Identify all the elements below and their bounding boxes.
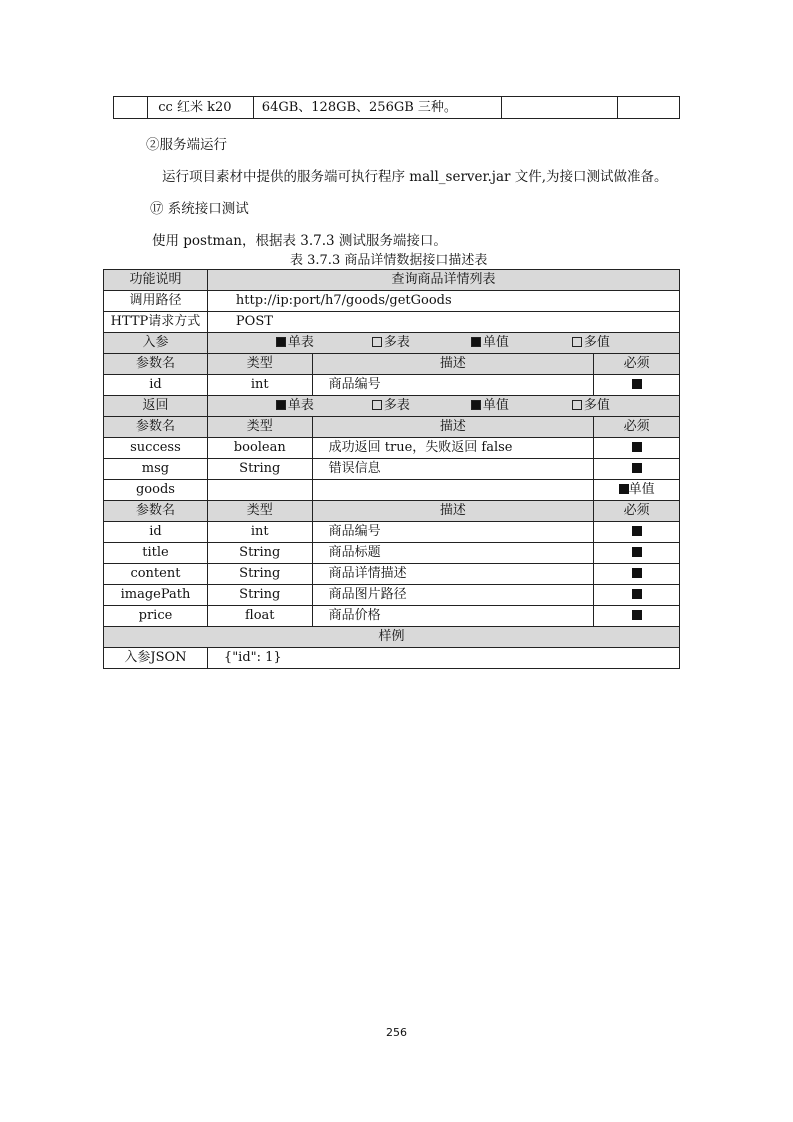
table-cell: http://ip:port/h7/goods/getGoods xyxy=(207,291,679,312)
table-cell: 描述 xyxy=(312,354,594,375)
table-row xyxy=(104,543,680,564)
required-cell xyxy=(594,606,680,627)
param-desc: 商品价格 xyxy=(312,606,594,627)
table-cell: 参数名 xyxy=(104,354,208,375)
flag-single-value xyxy=(471,333,509,353)
table-cell xyxy=(618,97,680,119)
heading-interface-test: ⑰ 系统接口测试 xyxy=(150,201,249,217)
required-cell xyxy=(594,585,680,606)
table-cell: 64GB、128GB、256GB 三种。 xyxy=(253,97,501,119)
unchecked-box-icon xyxy=(572,337,582,347)
required-mark-icon xyxy=(632,379,642,389)
paragraph-interface-test: 使用 postman，根据表 3.7.3 测试服务端接口。 xyxy=(152,233,447,249)
required-cell xyxy=(594,522,680,543)
param-desc: 错误信息 xyxy=(312,459,594,480)
table-cell xyxy=(114,97,148,119)
param-type: int xyxy=(207,522,312,543)
flag-single-table xyxy=(276,333,314,353)
table-row xyxy=(104,375,680,396)
flag-multi-table xyxy=(372,333,410,353)
param-type: String xyxy=(207,585,312,606)
flag-label: 单表 xyxy=(287,398,314,413)
table-row xyxy=(104,648,680,669)
param-name: price xyxy=(104,606,208,627)
table-cell: 参数名 xyxy=(104,501,208,522)
required-mark-icon xyxy=(632,568,642,578)
table-cell: 返回 xyxy=(104,396,208,417)
param-type: String xyxy=(207,543,312,564)
page-number: 256 xyxy=(386,1026,407,1039)
param-name: msg xyxy=(104,459,208,480)
required-cell xyxy=(594,564,680,585)
param-name: title xyxy=(104,543,208,564)
table-cell: 必须 xyxy=(594,354,680,375)
table-cell xyxy=(501,97,617,119)
table-row xyxy=(104,627,680,648)
unchecked-box-icon xyxy=(372,337,382,347)
table-cell: cc 红米 k20 xyxy=(148,97,254,119)
table-row xyxy=(104,291,680,312)
param-name: content xyxy=(104,564,208,585)
flag-single-value xyxy=(471,396,509,416)
param-type: String xyxy=(207,564,312,585)
table-row xyxy=(104,564,680,585)
table-cell xyxy=(312,480,594,501)
table-row xyxy=(104,438,680,459)
param-desc: 商品编号 xyxy=(312,522,594,543)
table-row xyxy=(104,480,680,501)
flags-cell xyxy=(207,333,679,354)
param-name: id xyxy=(104,522,208,543)
table-cell: {"id": 1} xyxy=(207,648,679,669)
required-cell xyxy=(594,480,680,501)
required-mark-icon xyxy=(619,484,629,494)
table-cell xyxy=(207,480,312,501)
required-cell xyxy=(594,438,680,459)
table-cell: 类型 xyxy=(207,417,312,438)
table-cell: 描述 xyxy=(312,501,594,522)
flag-multi-table xyxy=(372,396,410,416)
heading-server-run: ②服务端运行 xyxy=(146,137,227,153)
table-cell: 样例 xyxy=(104,627,680,648)
table-row xyxy=(104,585,680,606)
table-row xyxy=(104,459,680,480)
flag-single-table xyxy=(276,396,314,416)
unchecked-box-icon xyxy=(372,400,382,410)
required-mark-icon xyxy=(632,547,642,557)
param-type: int xyxy=(207,375,312,396)
param-type: float xyxy=(207,606,312,627)
param-name: success xyxy=(104,438,208,459)
table-cell: goods xyxy=(104,480,208,501)
table-row xyxy=(104,606,680,627)
param-name: id xyxy=(104,375,208,396)
table-row xyxy=(104,522,680,543)
table-row xyxy=(104,501,680,522)
required-mark-icon xyxy=(632,610,642,620)
table-row xyxy=(104,270,680,291)
table-row xyxy=(104,417,680,438)
checked-box-icon xyxy=(471,337,481,347)
table-cell: 描述 xyxy=(312,417,594,438)
param-type: String xyxy=(207,459,312,480)
flags-cell xyxy=(207,396,679,417)
flag-label: 多值 xyxy=(583,335,610,350)
table-cell: 入参 xyxy=(104,333,208,354)
flag-label: 多表 xyxy=(383,335,410,350)
table-row xyxy=(104,312,680,333)
flag-label: 多表 xyxy=(383,398,410,413)
table-cell: 必须 xyxy=(594,417,680,438)
checked-box-icon xyxy=(471,400,481,410)
table-cell: 类型 xyxy=(207,501,312,522)
flag-label: 单值 xyxy=(482,398,509,413)
param-desc: 成功返回 true，失败返回 false xyxy=(312,438,594,459)
table-caption: 表 3.7.3 商品详情数据接口描述表 xyxy=(290,253,488,268)
required-mark-icon xyxy=(632,442,642,452)
param-desc: 商品标题 xyxy=(312,543,594,564)
table-cell: 入参JSON xyxy=(104,648,208,669)
flag-label: 多值 xyxy=(583,398,610,413)
paragraph-server-run: 运行项目素材中提供的服务端可执行程序 mall_server.jar 文件,为接口测试做准备。 xyxy=(162,169,668,185)
required-mark-icon xyxy=(632,589,642,599)
table-row xyxy=(104,396,680,417)
table-cell: 功能说明 xyxy=(104,270,208,291)
table-row xyxy=(104,333,680,354)
param-desc: 商品编号 xyxy=(312,375,594,396)
required-cell xyxy=(594,459,680,480)
interface-spec-table xyxy=(103,269,680,669)
flag-label: 单表 xyxy=(287,335,314,350)
param-desc: 商品详情描述 xyxy=(312,564,594,585)
top-table-fragment xyxy=(113,96,680,119)
unchecked-box-icon xyxy=(572,400,582,410)
flag-multi-value xyxy=(572,396,610,416)
table-cell: 调用路径 xyxy=(104,291,208,312)
table-cell: 参数名 xyxy=(104,417,208,438)
flag-multi-value xyxy=(572,333,610,353)
checked-box-icon xyxy=(276,400,286,410)
table-row xyxy=(104,354,680,375)
required-mark-icon xyxy=(632,526,642,536)
required-cell xyxy=(594,375,680,396)
checked-box-icon xyxy=(276,337,286,347)
table-cell: POST xyxy=(207,312,679,333)
param-desc: 商品图片路径 xyxy=(312,585,594,606)
table-cell: 查询商品详情列表 xyxy=(207,270,679,291)
required-mark-icon xyxy=(632,463,642,473)
table-cell: 必须 xyxy=(594,501,680,522)
flag-label: 单值 xyxy=(482,335,509,350)
table-row xyxy=(114,97,680,119)
table-cell: 类型 xyxy=(207,354,312,375)
param-name: imagePath xyxy=(104,585,208,606)
required-cell xyxy=(594,543,680,564)
required-note: 单值 xyxy=(628,482,655,497)
param-type: boolean xyxy=(207,438,312,459)
table-cell: HTTP请求方式 xyxy=(104,312,208,333)
